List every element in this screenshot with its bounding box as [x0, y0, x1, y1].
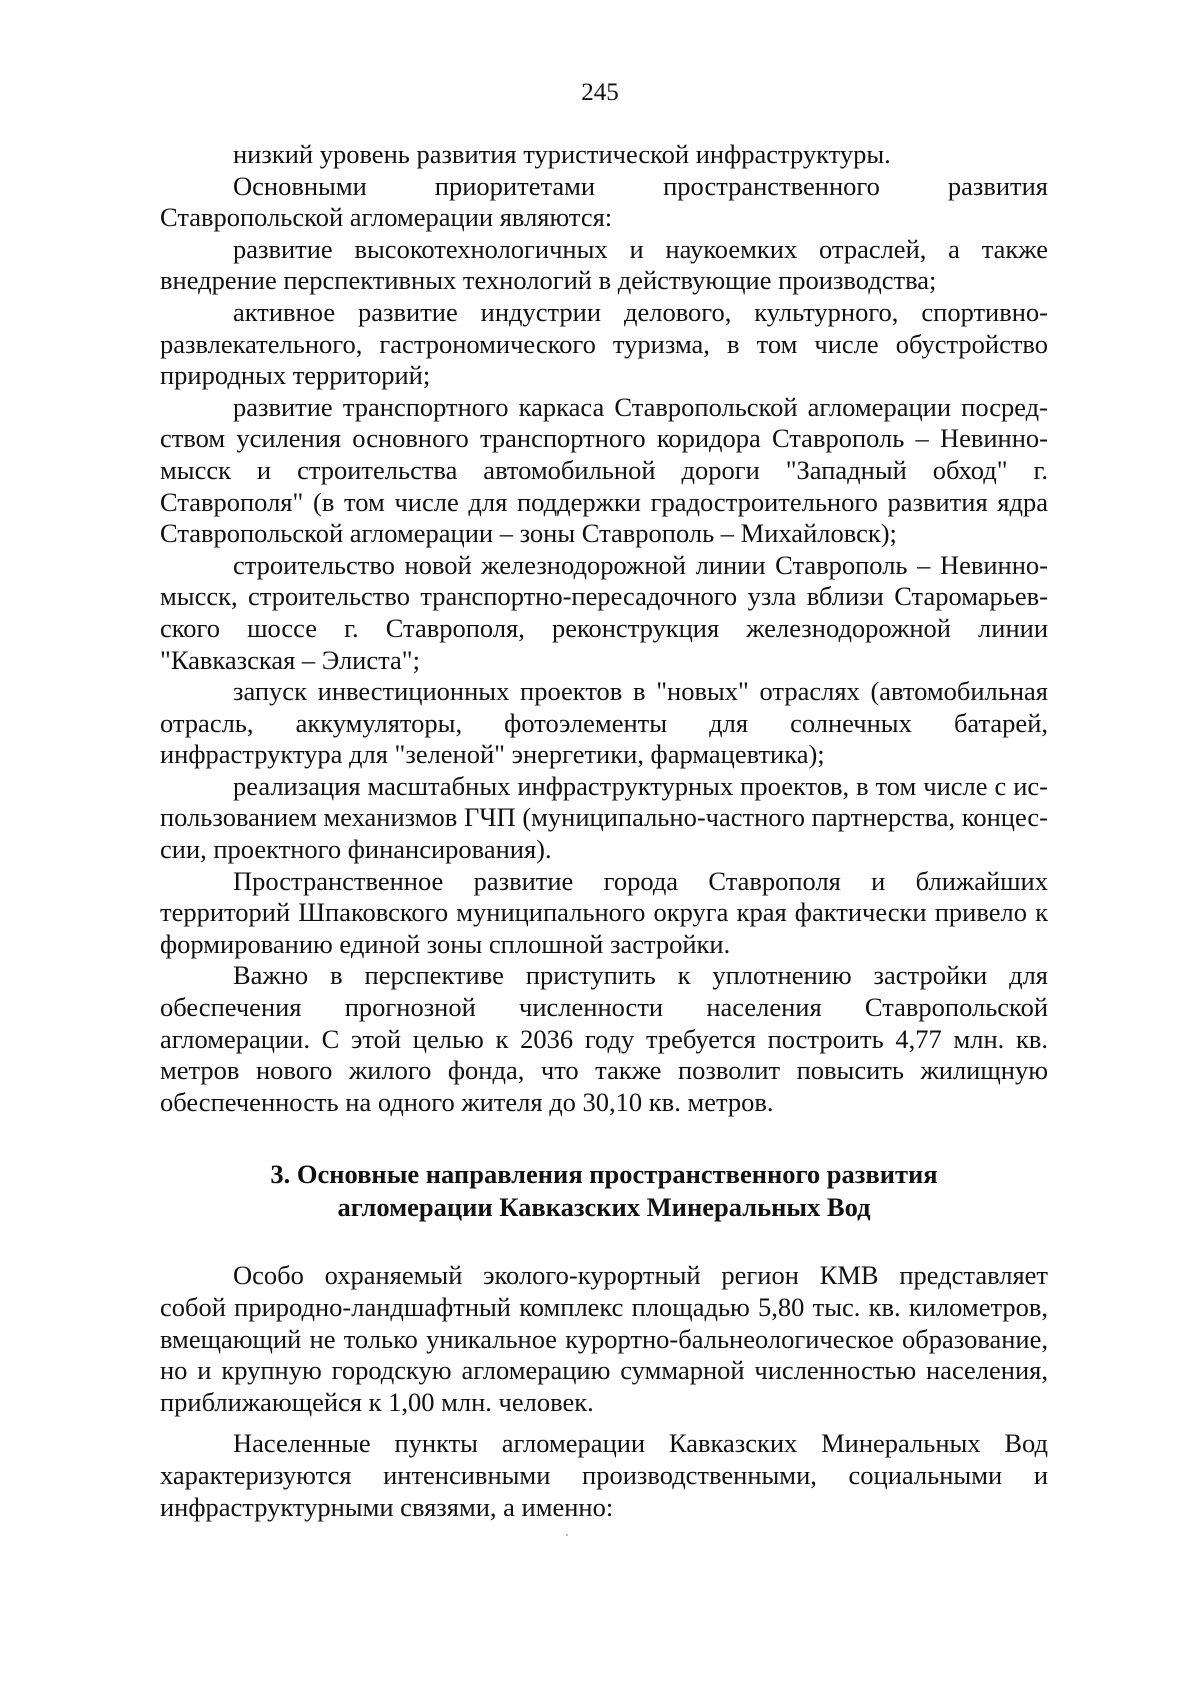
paragraph-transport-framework: развитие транспортного каркаса Ставропольской агломерации посредством усиления основного транспортного коридора Ставрополь – Невинномысск и строительства автомобильной дороги "Западный обход" г. Ставрополя" (в том числе для поддержки градостроительного развития ядра Ставропольской агломерации – зоны Ставрополь – Михайловск); [160, 391, 1048, 549]
paragraph-tourism-industry: активное развитие индустрии делового, культурного, спортивно-развлекательного, гастрономического туризма, в том числе обустройство природных территорий; [160, 296, 1048, 391]
paragraph-kmv-region: Особо охраняемый эколого-курортный регион КМВ представляет собой природно-ландшафтный комплекс площадью 5,80 тыс. кв. километров, вмещающий не только уникальное курортно-бальнеологическое образование, но и крупную городскую агломерацию суммарной численностью населения, приближающейся к 1,00 млн. человек. [160, 1260, 1048, 1417]
paragraph-kmv-settlements: Населенные пункты агломерации Кавказских Минеральных Вод характеризуются интенсивными производственными, социальными и инфраструктурными связями, а именно: [160, 1428, 1048, 1522]
section-heading-line-1: 3. Основные направления пространственного развития [270, 1159, 938, 1190]
paragraph-infrastructure-projects: реализация масштабных инфраструктурных проектов, в том числе с использованием механизмов ГЧП (муниципально-частного партнерства, концессии, проектного финансирования). [160, 770, 1048, 865]
section-heading [160, 1158, 1048, 1224]
paragraph-investment-projects: запуск инвестиционных проектов в "новых" отраслях (автомобильная отрасль, аккумуляторы, фотоэлементы для солнечных батарей, инфраструктура для "зеленой" энергетики, фармацевтика); [160, 676, 1048, 770]
page-number: 245 [581, 79, 619, 106]
scan-speck [566, 1534, 568, 1536]
paragraph-priorities-intro: Основными приоритетами пространственного развития Ставропольской агломерации являются: [160, 170, 1048, 233]
body-text [160, 139, 1048, 1523]
paragraph-hightech-industries: развитие высокотехнологичных и наукоемких отраслей, а также внедрение перспективных технологий в действующие производства; [160, 233, 1048, 296]
paragraph-housing-density: Важно в перспективе приступить к уплотнению застройки для обеспечения прогнозной численности населения Ставропольской агломерации. С этой целью к 2036 году требуется построить 4,77 млн. кв. метров нового жилого фонда, что также позволит повысить жилищную обеспеченность на одного жителя до 30,10 кв. метров. [160, 960, 1048, 1117]
paragraph-railway-construction: строительство новой железнодорожной линии Ставрополь – Невинномысск, строительство транспортно-пересадочного узла вблизи Старомарьевского шоссе г. Ставрополя, реконструкция железнодорожной линии "Кавказская – Элиста"; [160, 549, 1048, 675]
paragraph-stavropol-development: Пространственное развитие города Ставрополя и ближайших территорий Шпаковского муниципального округа края фактически привело к формированию единой зоны сплошной застройки. [160, 865, 1048, 959]
paragraph-infrastructure-level: низкий уровень развития туристической инфраструктуры. [233, 139, 891, 169]
section-heading-line-2: агломерации Кавказских Минеральных Вод [337, 1192, 871, 1223]
